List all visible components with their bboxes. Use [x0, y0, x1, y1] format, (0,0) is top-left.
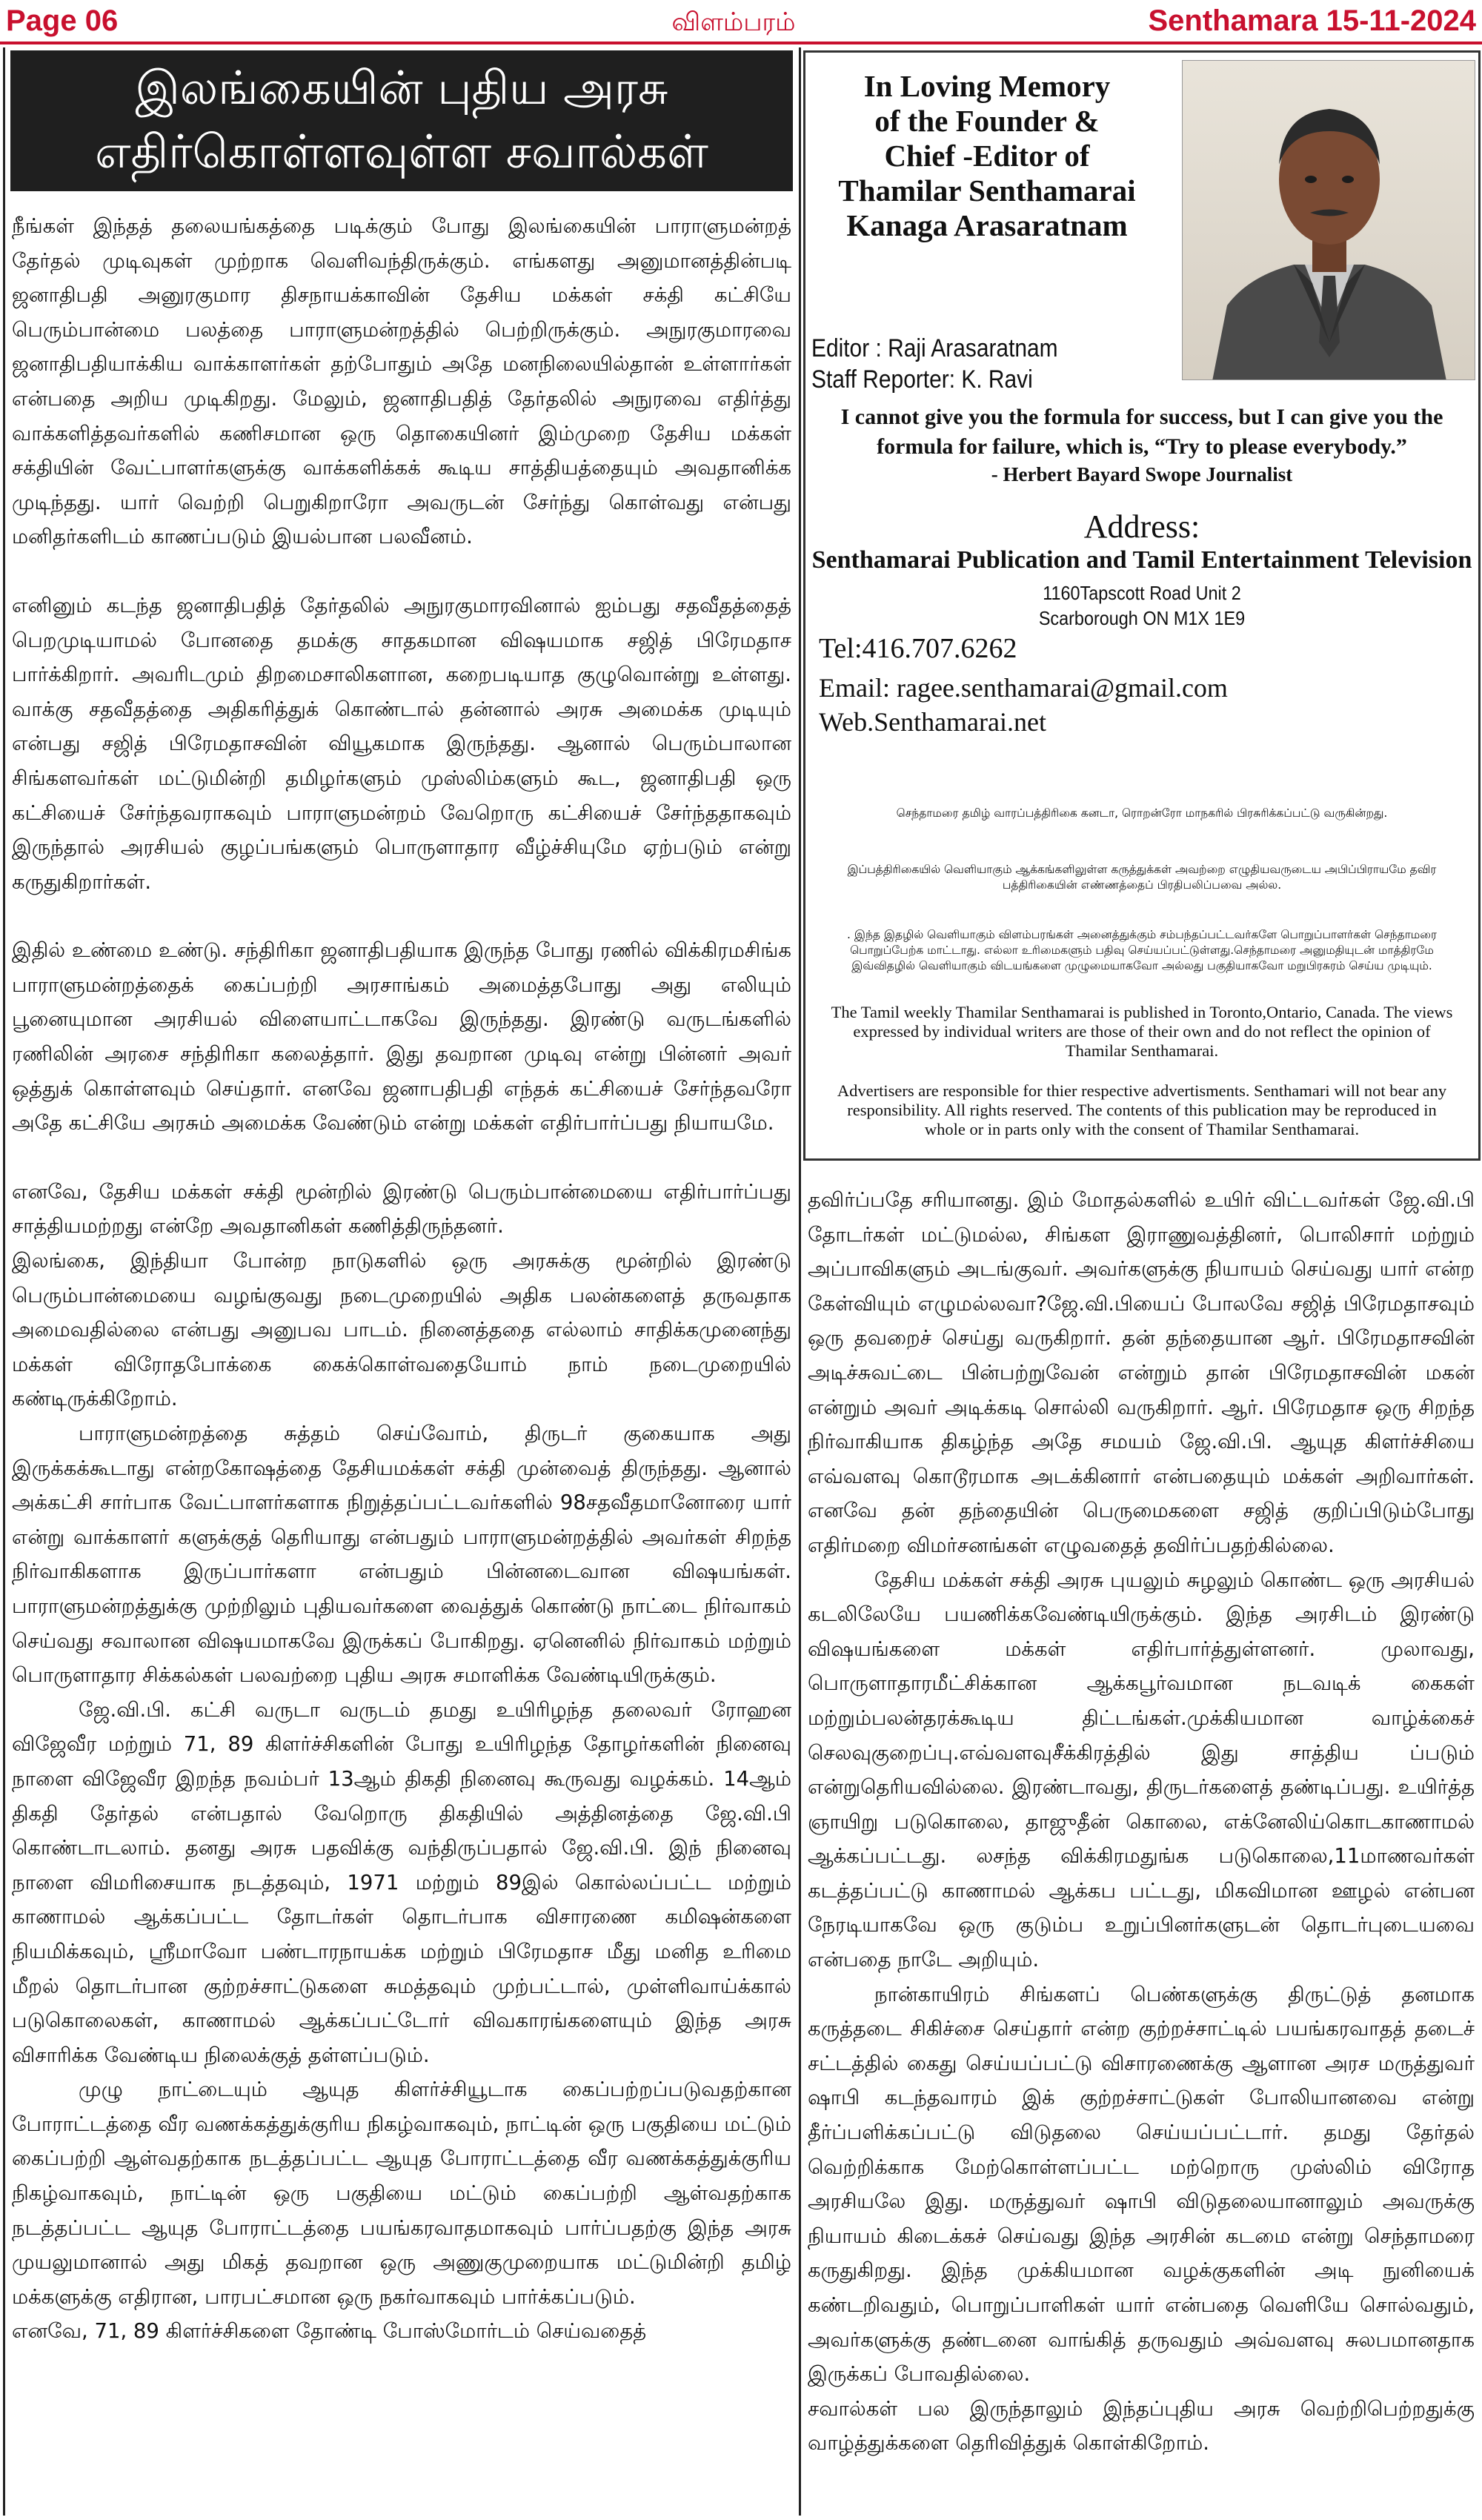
website: Web.Senthamarai.net [819, 707, 1046, 737]
tamil-disclaimer-publication: செந்தாமரை தமிழ் வாரப்பத்திரிகை கனடா, ரொறன்ரோ மாநகரில் பிரசுரிக்கப்பட்டு வருகின்றது. [896, 806, 1388, 820]
page-header [0, 0, 1482, 43]
headline-line-2: எதிர்கொள்ளவுள்ள சவால்கள் [95, 125, 708, 179]
article-paragraph: எனினும் கடந்த ஜனாதிபதித் தேர்தலில் அநுரகுமாரவினால் ஐம்பது சதவீதத்தைத் பெறமுடியாமல் போனதை தமக்கு சாதகமான விஷயமாக சஜித் பிரேமதாச பார்க்கிறார். அவரிடமும் திறமைசாலிகளான, கறைபடியாத குழுவொன்று உள்ளது. வாக்கு சதவீதத்தை அதிகரித்துக் கொண்டால் தன்னால் அரசு அமைக்க முடியும் என்பது சஜித் பிரேமதாசவின் வியூகமாக இருந்தது. ஆனால் பெரும்பாலான சிங்களவர்கள் மட்டுமின்றி தமிழர்களும் முஸ்லிம்களும் கூட, ஜனாதிபதி ஒரு கட்சியைச் சேர்ந்தவராகவும் பாராளுமன்றம் வேறொரு கட்சியைச் சேர்ந்ததாகவும் இருந்தால் அரசியல் குழப்பங்களும் பொருளாதார வீழ்ச்சியுமே ஏற்படும் என்று கருதுகிறார்கள். [12, 593, 791, 894]
memorial-masthead-box [803, 50, 1481, 1161]
english-disclaimer-ads: Advertisers are responsible for thier respective advertisments. Senthamari will not bear any responsibility. All rights reserved. The contents of this publication may be reproduced in whole or in parts only with the consent of Thamilar Senthamarai. [837, 1081, 1447, 1138]
headline-line-1: இலங்கையின் புதிய அரசு [135, 61, 668, 115]
page-number: Page 06 [6, 4, 119, 37]
memorial-title: In Loving Memory of the Founder & Chief -Editor of Thamilar Senthamarai Kanaga Arasaratnam [838, 69, 1136, 242]
left-column-rule [3, 47, 5, 2516]
city-address: Scarborough ON M1X 1E9 [1038, 607, 1246, 629]
tamil-disclaimer-ads: . இந்த இதழில் வெளியாகும் விளம்பரங்கள் அனைத்துக்கும் சம்பந்தப்பட்டவர்களே பொறுப்பாளர்கள் செந்தாமரை பொறுப்பேற்க மாட்டாது. எல்லா உரிமைகளும் பதிவு செய்யப்பட்டுள்ளது.செந்தாமரை அனுமதியுடன் மாத்திரமே இவ்விதழில் வெளியாகும் விடயங்களை முழுமையாகவோ அல்லது பகுதியாகவோ மறுபிரசுரம் செய்ய முடியும். [847, 928, 1437, 972]
article-paragraph: நீங்கள் இந்தத் தலையங்கத்தை படிக்கும் போது இலங்கையின் பாராளுமன்றத் தேர்தல் முடிவுகள் முற்றாக வெளிவந்திருக்கும். எங்களது அனுமானத்தின்படி ஜனாதிபதி அனுரகுமார திசநாயக்காவின் தேசிய மக்கள் சக்தி கட்சியே பெரும்பான்மை பலத்தை பாராளுமன்றத்தில் பெற்றிருக்கும். அநுரகுமாரவை ஜனாதிபதியாக்கிய வாக்காளர்கள் தற்போதும் அதே மனநிலையில்தான் உள்ளார்கள் என்பதை அறிய முடிகிறது. மேலும், ஜனாதிபதித் தேர்தலில் அநுரவை எதிர்த்து வாக்களித்தவர்களில் கணிசமான ஒரு தொகையினர் இம்முறை தேசிய மக்கள் சக்தியின் வேட்பாளர்களுக்கு வாக்களிக்கக் கூடிய சாத்தியத்தையும் அவதானிக்க முடிந்தது. யார் வெற்றி பெறுகிறாரோ அவருடன் சேர்ந்து கொள்வது என்பது மனிதர்களிடம் காணப்படும் இயல்பான பலவீனம். [12, 214, 791, 549]
telephone: Tel:416.707.6262 [819, 633, 1017, 664]
article-paragraph: பாராளுமன்றத்தை சுத்தம் செய்வோம், திருடர் குகையாக அது இருக்கக்கூடாது என்றகோஷத்தை தேசியமக்கள் சக்தி முன்வைத் திருந்தது. ஆனால் அக்கட்சி சார்பாக வேட்பாளர்களாக நிறுத்தப்பட்டவர்களில் 98சதவீதமானோரை யார் என்று வாக்காளர் களுக்குத் தெரியாது என்பதும் பாராளுமன்றத்தில் அவர்கள் சிறந்த நிர்வாகிகளாக இருப்பார்களா என்பதும் பின்னடைவான விஷயங்கள். பாராளுமன்றத்துக்கு முற்றிலும் புதியவர்களை வைத்துக் கொண்டு நாட்டை நிர்வாகம் செய்வது சவாலான விஷயமாகவே இருக்கப் போகிறது. ஏனெனில் நிர்வாகம் மற்றும் பொருளாதார சிக்கல்கள் பலவற்றை புதிய அரசு சமாளிக்க வேண்டியிருக்கும். [12, 1422, 791, 1688]
article-paragraph: இதில் உண்மை உண்டு. சந்திரிகா ஜனாதிபதியாக இருந்த போது ரணில் விக்கிரமசிங்க பாராளுமன்றத்தைக் கைப்பற்றி அரசாங்கம் அமைத்தபோது அது எலியும் பூனையுமான அரசியல் விளையாட்டாகவே இருந்தது. இரண்டு வருடங்களில் ரணிலின் அரசை சந்திரிகா கலைத்தார். இது தவறான முடிவு என்று பின்னர் அவர் ஒத்துக் கொள்ளவும் செய்தார். எனவே ஜனாபதிபதி எந்தக் கட்சியைச் சேர்ந்தவரோ அதே கட்சியே அரசும் அமைக்க வேண்டும் என்று மக்கள் எதிர்பார்ப்பது நியாயமே. [12, 938, 791, 1135]
paper-name-date: Senthamara 15-11-2024 [1148, 4, 1476, 37]
article-paragraph: எனவே, 71, 89 கிளர்ச்சிகளை தோண்டி போஸ்மோர்டம் செய்வதைத் [12, 2319, 647, 2344]
section-label: விளம்பரம் [671, 7, 796, 37]
quote-text: I cannot give you the formula for success, but I can give you the formula for failure, which is, “Try to please everybody.” [840, 405, 1443, 459]
staff-credits [811, 333, 1058, 395]
middle-column-rule [799, 47, 801, 2516]
editorial-headline [10, 50, 793, 191]
article-paragraph: எனவே, தேசிய மக்கள் சக்தி மூன்றில் இரண்டு பெரும்பான்மையை எதிர்பார்ப்பது சாத்தியமற்றது என்றே அவதானிகள் கணித்திருந்தனர். [12, 1179, 791, 1239]
article-paragraph: முழு நாட்டையும் ஆயுத கிளர்ச்சியூடாக கைப்பற்றப்படுவதற்கான போராட்டத்தை வீர வணக்கத்துக்குரிய நிகழ்வாகவும், நாட்டின் ஒரு பகுதியை மட்டும் கைப்பற்றி ஆள்வதற்காக நடத்தப்பட்ட ஆயுத போராட்டத்தை வீர வணக்கத்துக்குரிய நிகழ்வாகவும், நாட்டின் ஒரு பகுதியை மட்டும் கைப்பற்றி ஆள்வதற்காக நடத்தப்பட்ட ஆயுத போராட்டத்தை பயங்கரவாதமாகவும் பார்ப்பதற்கு இந்த அரசு முயலுமானால் அது மிகத் தவறான ஒரு அணுகுமுறையாக மட்டுமின்றி தமிழ் மக்களுக்கு எதிரான, பாரபட்சமான ஒரு நகர்வாகவும் பார்க்கப்படும். [12, 2078, 791, 2309]
editor-name: Editor : Raji Arasaratnam [811, 334, 1058, 362]
publisher-name: Senthamarai Publication and Tamil Entertainment Television [811, 546, 1472, 574]
article-paragraph: இலங்கை, இந்தியா போன்ற நாடுகளில் ஒரு அரசுக்கு மூன்றில் இரண்டு பெரும்பான்மையை வழங்குவது நடைமுறையில் அதிக பலன்களைத் தருவதாக அமைவதில்லை என்பது அனுபவ பாடம். நினைத்ததை எல்லாம் சாதிக்கமுனைந்து மக்கள் விரோதபோக்கை கைக்கொள்வதையோம் நாம் நடைமுறையில் கண்டிருக்கிறோம். [12, 1249, 791, 1411]
article-paragraph: நான்காயிரம் சிங்களப் பெண்களுக்கு திருட்டுத் தனமாக கருத்தடை சிகிச்சை செய்தார் என்ற குற்றச்சாட்டில் பயங்கரவாதத் தடைச் சட்டத்தில் கைது செய்யப்பட்டு விசாரணைக்கு ஆளான அரச மருத்துவர் ஷாபி கடந்தவாரம் இக் குற்றச்சாட்டுகள் போலியானவை என்று தீர்ப்பளிக்கப்பட்டு விடுதலை செய்யப்பட்டார். தமது தேர்தல் வெற்றிக்காக மேற்கொள்ளப்பட்ட மற்றொரு முஸ்லிம் விரோத அரசியலே இது. மருத்துவர் ஷாபி விடுதலையானாலும் அவருக்கு நியாயம் கிடைக்கச் செய்வது இந்த அரசின் கடமை என்று செந்தாமரை கருதுகிறது. இந்த முக்கியமான வழக்குகளின் அடி நுனியைக் கண்டறிவதும், பொறுப்பாளிகள் யார் என்பதை வெளியே சொல்வதும், அவர்களுக்கு தண்டனை வாங்கித் தருவதும் அவ்வளவு சுலபமானதாக இருக்கப் போவதில்லை. [808, 1982, 1475, 2387]
article-paragraph: தேசிய மக்கள் சக்தி அரசு புயலும் சுழலும் கொண்ட ஒரு அரசியல் கடலிலேயே பயணிக்கவேண்டியிருக்கும். இந்த அரசிடம் இரண்டு விஷயங்களை மக்கள் எதிர்பார்த்துள்ளனர். முலாவது, பொருளாதாரமீட்சிக்கான ஆக்கபூர்வமான நடவடிக் கைகள் மற்றும்பலன்தரக்கூடிய திட்டங்கள்.முக்கியமான வாழ்க்கைச் செலவுகுறைப்பு.எவ்வளவுசீக்கிரத்தில் இது சாத்திய ப்படும் என்றுதெரியவில்லை. இரண்டாவது, திருடர்களைத் தண்டிப்பது. உயிர்த்த ஞாயிறு படுகொலை, தாஜுதீன் கொலை, எக்னேலிய்கொடகாணாமல் ஆக்கப்பட்டது. லசந்த விக்கிரமதுங்க படுகொலை,11மாணவர்கள் கடத்தப்பட்டு காணாமல் ஆக்கப பட்டது, மிகவிமான ஊழல் என்பன நேரடியாகவே ஒரு குடும்ப உறுப்பினர்களுடன் தொடர்புடையவை என்பதை நாடே அறியும். [808, 1568, 1475, 1972]
english-disclaimer-publication: The Tamil weekly Thamilar Senthamarai is published in Toronto,Ontario, Canada. The views expressed by individual writers are those of their own and do not reflect the opinion of Thamilar Senthamarai. [831, 1003, 1453, 1060]
quote-author: - Herbert Bayard Swope Journalist [991, 463, 1293, 485]
article-paragraph: தவிர்ப்பதே சரியானது. இம் மோதல்களில் உயிர் விட்டவர்கள் ஜே.வி.பி தோடர்கள் மட்டுமல்ல, சிங்கள இராணுவத்தினர், பொலிசார் மற்றும் அப்பாவிகளும் அடங்குவர். அவர்களுக்கு நியாயம் செய்வது யார் என்ற கேள்வியும் எழுமல்லவா?ஜே.வி.பியைப் போலவே சஜித் பிரேமதாசவும் ஒரு தவறைச் செய்து வருகிறார். தன் தந்தையான ஆர். பிரேமதாசவின் அடிச்சுவட்டை பின்பற்றுவேன் என்றும் தான் பிரேமதாசவின் மகன் என்றும் அவர் அடிக்கடி சொல்லி வருகிறார். ஆர். பிரேமதாச ஒரு சிறந்த நிர்வாகியாக திகழ்ந்த அதே சமயம் ஜே.வி.பி. ஆயுத கிளர்ச்சியை எவ்வளவு கொடூரமாக அடக்கினார் என்பதையும் மக்கள் அறிவார்கள். எனவே தன் தந்தையின் பெருமைகளை சஜித் குறிப்பிடும்போது எதிர்மறை விமர்சனங்கள் எழுவதைத் தவிர்ப்பதற்கில்லை. [808, 1188, 1475, 1557]
header-rule [0, 42, 1482, 44]
article-paragraph: சவால்கள் பல இருந்தாலும் இந்தப்புதிய அரசு வெற்றிபெற்றதுக்கு வாழ்த்துக்களை தெரிவித்துக் கொள்கிறோம். [808, 2396, 1475, 2456]
article-right-column [808, 1183, 1475, 2461]
tamil-disclaimer-views: இப்பத்திரிகையில் வெளியாகும் ஆக்கங்களிலுள்ள கருத்துக்கள் அவற்றை எழுதியவருடைய அபிப்பிராயமே தவிர பத்திரிகையின் எண்ணத்தைப் பிரதிபலிப்பவை அல்ல. [847, 863, 1437, 892]
email-address: Email: ragee.senthamarai@gmail.com [819, 673, 1228, 703]
article-paragraph: ஜே.வி.பி. கட்சி வருடா வருடம் தமது உயிரிழந்த தலைவர் ரோஹன விஜேவீர மற்றும் 71, 89 கிளர்ச்சிகளின் போது உயிரிழந்த தோழர்களின் நினைவு நாளை விஜேவீர இறந்த நவம்பர் 13ஆம் திகதி நினைவு கூருவது வழக்கம். 14ஆம் திகதி தேர்தல் என்பதால் வேறொரு திகதியில் அத்தினத்தை ஜே.வி.பி கொண்டாடலாம். தனது அரசு பதவிக்கு வந்திருப்பதால் ஜே.வி.பி. இந் நினைவு நாளை விமரிசையாக நடத்தவும், 1971 மற்றும் 89இல் கொல்லப்பட்ட மற்றும் காணாமல் ஆக்கப்பட்ட தோடர்கள் தொடர்பாக விசாரணை கமிஷன்களை நியமிக்கவும், ஸ்ரீமாவோ பண்டாரநாயக்க மற்றும் பிரேமதாச மீது மனித உரிமை மீறல் தொடர்பான குற்றச்சாட்டுகளை சுமத்தவும் முற்பட்டால், முள்ளிவாய்க்கால் படுகொலைகள், காணாமல் ஆக்கப்பட்டோர் விவகாரங்களையும் இந்த அரசு விசாரிக்க வேண்டிய நிலைக்குத் தள்ளப்படும். [12, 1697, 791, 2067]
address-label: Address: [1083, 508, 1200, 545]
article-left-column [12, 209, 791, 2349]
founder-photo [1182, 60, 1475, 380]
staff-reporter: Staff Reporter: K. Ravi [811, 365, 1033, 394]
street-address: 1160Tapscott Road Unit 2 [1043, 582, 1241, 604]
